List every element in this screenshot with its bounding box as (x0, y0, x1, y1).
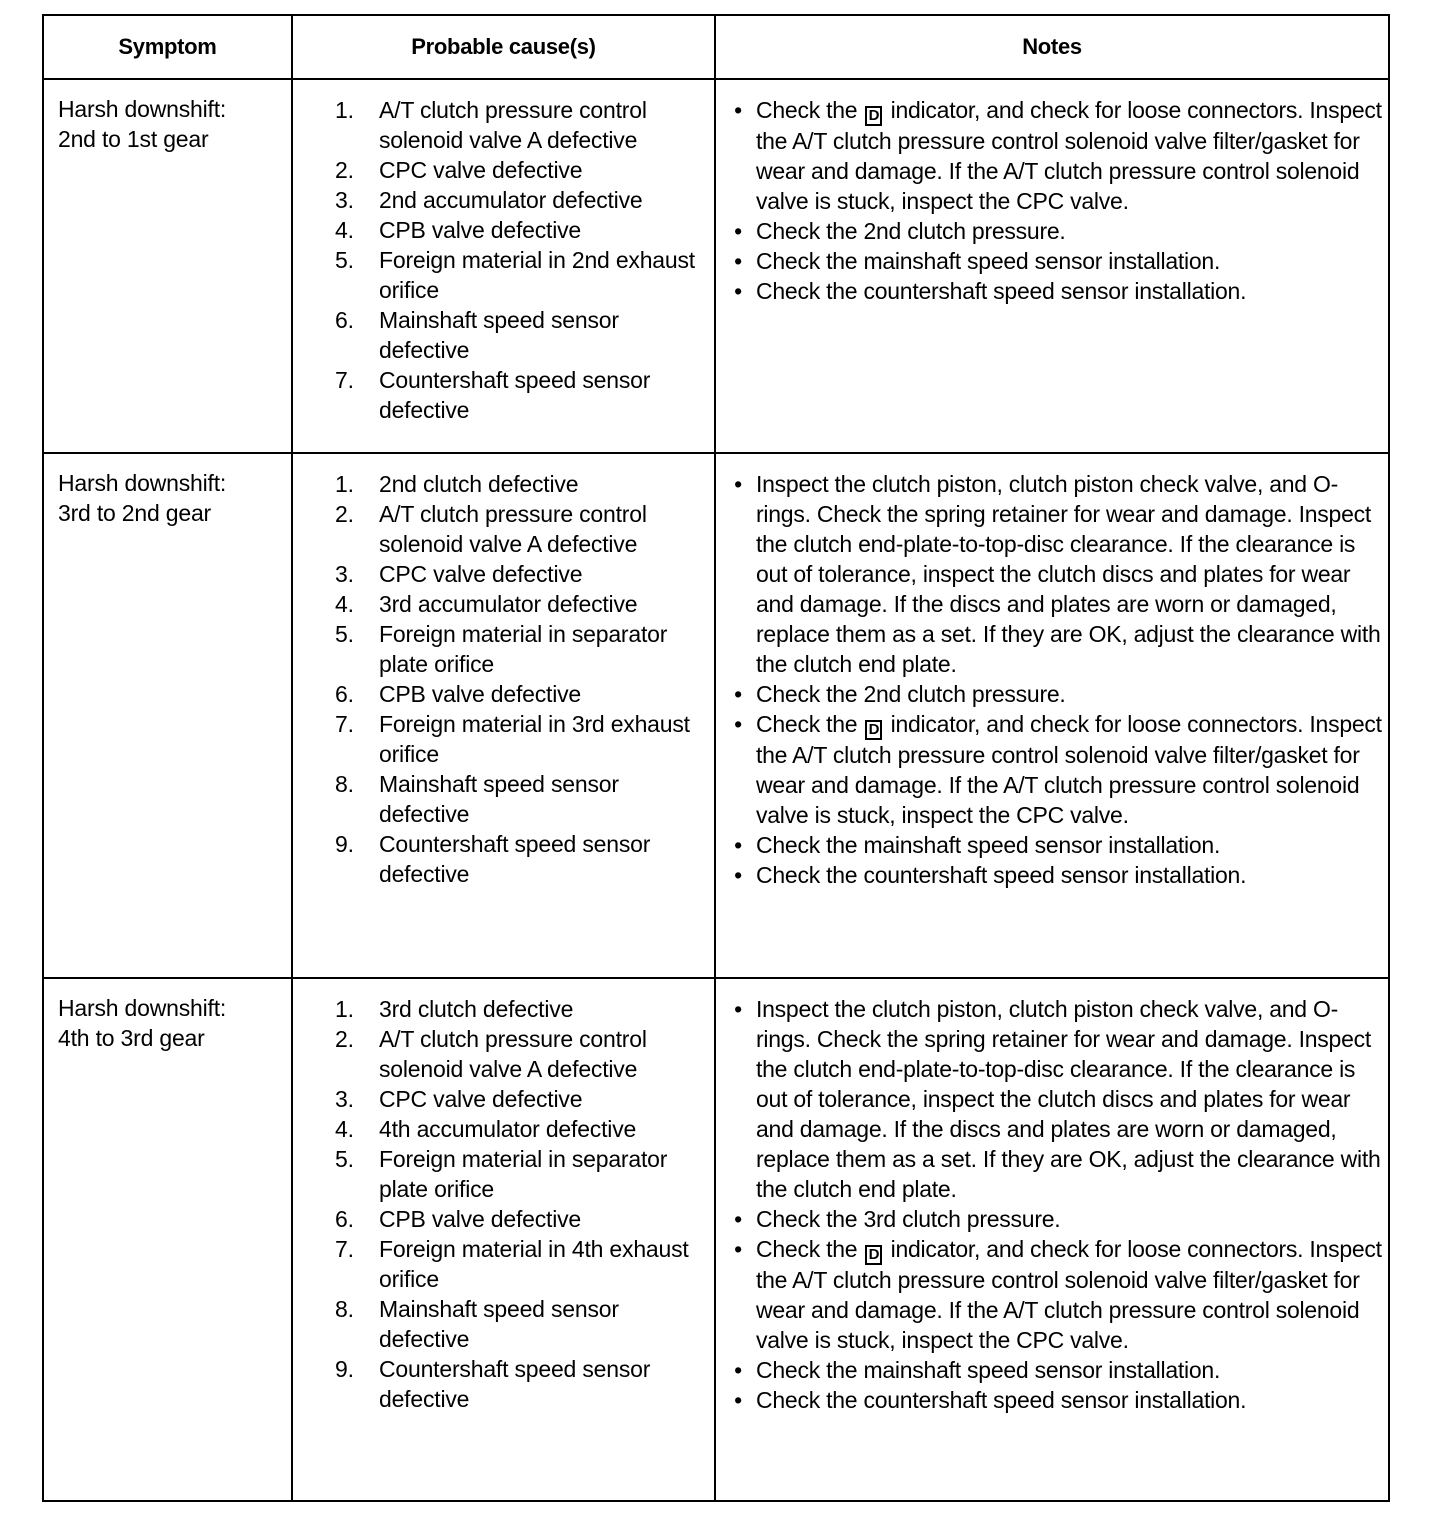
cause-item (293, 215, 714, 245)
note-text: Inspect the clutch piston, clutch piston check valve, and O-rings. Check the spring retainer for wear and damage. Inspect the clutch end-plate-to-top-disc clearance. If the clearance is out of tolerance, inspect the clutch discs and plates for wear and damage. If the discs and plates are worn or damaged, replace them as a set. If they are OK, adjust the clearance with the clutch end plate. (756, 996, 1381, 1202)
note-text: Inspect the clutch piston, clutch piston check valve, and O-rings. Check the spring retainer for wear and damage. Inspect the clutch end-plate-to-top-disc clearance. If the clearance is out of tolerance, inspect the clutch discs and plates for wear and damage. If the discs and plates are worn or damaged, replace them as a set. If they are OK, adjust the clearance with the clutch end plate. (756, 471, 1381, 677)
cause-item (293, 305, 714, 365)
bullet-icon: • (734, 248, 742, 274)
cause-number: 4. (335, 1116, 354, 1142)
header-symptom: Symptom (43, 15, 292, 79)
notes-cell (715, 79, 1389, 453)
cause-number: 6. (335, 307, 354, 333)
cause-text: A/T clutch pressure control solenoid valve A defective (379, 97, 647, 153)
symptom-cell (43, 978, 292, 1501)
cause-item (293, 1294, 714, 1354)
cause-number: 8. (335, 1296, 354, 1322)
cause-number: 3. (335, 187, 354, 213)
notes-cell (715, 453, 1389, 978)
note-item (716, 469, 1388, 679)
bullet-icon: • (734, 711, 742, 737)
symptom-line-1: Harsh downshift: (58, 470, 227, 496)
note-text (756, 709, 1388, 830)
note-text-pre: Check the (756, 97, 858, 123)
cause-text: Countershaft speed sensor defective (379, 1356, 651, 1412)
bullet-icon: • (734, 1387, 742, 1413)
cause-text: CPB valve defective (379, 217, 582, 243)
cause-text: CPB valve defective (379, 1206, 582, 1232)
cause-text: 3rd accumulator defective (379, 591, 638, 617)
symptom-cell (43, 453, 292, 978)
cause-text: Mainshaft speed sensor defective (379, 1296, 619, 1352)
causes-list (293, 80, 714, 425)
cause-item (293, 994, 714, 1024)
bullet-icon: • (734, 97, 742, 123)
cause-text: 2nd clutch defective (379, 471, 579, 497)
notes-list (716, 979, 1388, 1415)
notes-list (716, 454, 1388, 890)
cause-item (293, 829, 714, 889)
cause-item (293, 469, 714, 499)
note-item (716, 1355, 1388, 1385)
cause-text: Foreign material in 3rd exhaust orifice (379, 711, 690, 767)
cause-item (293, 1114, 714, 1144)
cause-text: Countershaft speed sensor defective (379, 367, 651, 423)
cause-text: A/T clutch pressure control solenoid valve A defective (379, 501, 647, 557)
note-item (716, 994, 1388, 1204)
cause-text: 2nd accumulator defective (379, 187, 643, 213)
note-item (716, 276, 1388, 306)
note-item (716, 216, 1388, 246)
notes-list (716, 80, 1388, 306)
cause-item (293, 679, 714, 709)
cause-text: A/T clutch pressure control solenoid valve A defective (379, 1026, 647, 1082)
note-item (716, 860, 1388, 890)
bullet-icon: • (734, 278, 742, 304)
cause-number: 7. (335, 711, 354, 737)
cause-item (293, 365, 714, 425)
note-item (716, 95, 1388, 216)
note-text: Check the countershaft speed sensor installation. (756, 1387, 1247, 1413)
cause-number: 2. (335, 1026, 354, 1052)
cause-text: Foreign material in 4th exhaust orifice (379, 1236, 689, 1292)
symptom-line-1: Harsh downshift: (58, 995, 227, 1021)
cause-item (293, 589, 714, 619)
note-text-pre: Check the (756, 1236, 858, 1262)
symptom-line-1: Harsh downshift: (58, 96, 227, 122)
cause-number: 3. (335, 1086, 354, 1112)
header-probable-causes: Probable cause(s) (292, 15, 715, 79)
causes-list (293, 454, 714, 889)
symptom-line-2: 2nd to 1st gear (58, 126, 209, 152)
cause-number: 5. (335, 621, 354, 647)
note-text (756, 95, 1388, 216)
note-item (716, 246, 1388, 276)
header-row (43, 15, 1389, 79)
cause-number: 2. (335, 157, 354, 183)
causes-cell (292, 978, 715, 1501)
cause-item (293, 185, 714, 215)
drive-indicator-icon: D (865, 720, 882, 740)
cause-number: 9. (335, 831, 354, 857)
table-row (43, 978, 1389, 1501)
note-text: Check the countershaft speed sensor installation. (756, 278, 1247, 304)
cause-item (293, 709, 714, 769)
cause-item (293, 769, 714, 829)
cause-item (293, 95, 714, 155)
cause-text: Mainshaft speed sensor defective (379, 307, 619, 363)
cause-number: 4. (335, 591, 354, 617)
note-text: Check the mainshaft speed sensor installation. (756, 248, 1221, 274)
cause-number: 5. (335, 247, 354, 273)
cause-number: 4. (335, 217, 354, 243)
note-text-pre: Check the (756, 711, 858, 737)
cause-number: 7. (335, 367, 354, 393)
note-item (716, 679, 1388, 709)
bullet-icon: • (734, 681, 742, 707)
cause-number: 3. (335, 561, 354, 587)
note-item (716, 709, 1388, 830)
causes-cell (292, 79, 715, 453)
causes-cell (292, 453, 715, 978)
cause-text: Foreign material in separator plate orifice (379, 621, 668, 677)
cause-item (293, 1024, 714, 1084)
bullet-icon: • (734, 1206, 742, 1232)
cause-number: 6. (335, 681, 354, 707)
note-text (756, 1234, 1388, 1355)
cause-text: CPC valve defective (379, 561, 583, 587)
note-item (716, 830, 1388, 860)
note-text: Check the mainshaft speed sensor installation. (756, 1357, 1221, 1383)
bullet-icon: • (734, 1236, 742, 1262)
note-text: Check the mainshaft speed sensor installation. (756, 832, 1221, 858)
bullet-icon: • (734, 862, 742, 888)
table-row (43, 79, 1389, 453)
note-text-post: indicator, and check for loose connectors. Inspect the A/T clutch pressure control solenoid valve filter/gasket for wear and damage. If the A/T clutch pressure control solenoid valve is stuck, inspect the CPC valve. (756, 711, 1382, 828)
note-text-post: indicator, and check for loose connectors. Inspect the A/T clutch pressure control solenoid valve filter/gasket for wear and damage. If the A/T clutch pressure control solenoid valve is stuck, inspect the CPC valve. (756, 97, 1382, 214)
cause-item (293, 499, 714, 559)
cause-number: 5. (335, 1146, 354, 1172)
cause-item (293, 619, 714, 679)
troubleshooting-table (42, 14, 1390, 1502)
cause-text: Foreign material in separator plate orifice (379, 1146, 668, 1202)
cause-text: CPB valve defective (379, 681, 582, 707)
symptom-line-2: 3rd to 2nd gear (58, 500, 212, 526)
bullet-icon: • (734, 996, 742, 1022)
note-text: Check the countershaft speed sensor installation. (756, 862, 1247, 888)
cause-text: 3rd clutch defective (379, 996, 574, 1022)
cause-number: 8. (335, 771, 354, 797)
cause-number: 6. (335, 1206, 354, 1232)
cause-item (293, 559, 714, 589)
cause-number: 7. (335, 1236, 354, 1262)
cause-item (293, 1234, 714, 1294)
causes-list (293, 979, 714, 1414)
cause-number: 1. (335, 996, 354, 1022)
cause-text: CPC valve defective (379, 157, 583, 183)
drive-indicator-icon: D (865, 106, 882, 126)
bullet-icon: • (734, 1357, 742, 1383)
cause-item (293, 245, 714, 305)
note-text: Check the 2nd clutch pressure. (756, 681, 1066, 707)
bullet-icon: • (734, 218, 742, 244)
cause-number: 9. (335, 1356, 354, 1382)
cause-text: Mainshaft speed sensor defective (379, 771, 619, 827)
cause-number: 2. (335, 501, 354, 527)
table-row (43, 453, 1389, 978)
cause-item (293, 155, 714, 185)
cause-text: 4th accumulator defective (379, 1116, 637, 1142)
bullet-icon: • (734, 832, 742, 858)
drive-indicator-icon: D (865, 1245, 882, 1265)
cause-number: 1. (335, 97, 354, 123)
note-text-post: indicator, and check for loose connectors. Inspect the A/T clutch pressure control solenoid valve filter/gasket for wear and damage. If the A/T clutch pressure control solenoid valve is stuck, inspect the CPC valve. (756, 1236, 1382, 1353)
note-text: Check the 2nd clutch pressure. (756, 218, 1066, 244)
cause-item (293, 1354, 714, 1414)
symptom-cell (43, 79, 292, 453)
cause-item (293, 1204, 714, 1234)
notes-cell (715, 978, 1389, 1501)
cause-number: 1. (335, 471, 354, 497)
cause-text: CPC valve defective (379, 1086, 583, 1112)
cause-text: Countershaft speed sensor defective (379, 831, 651, 887)
symptom-line-2: 4th to 3rd gear (58, 1025, 205, 1051)
note-item (716, 1204, 1388, 1234)
cause-item (293, 1084, 714, 1114)
bullet-icon: • (734, 471, 742, 497)
cause-item (293, 1144, 714, 1204)
cause-text: Foreign material in 2nd exhaust orifice (379, 247, 695, 303)
header-notes: Notes (715, 15, 1389, 79)
note-item (716, 1234, 1388, 1355)
note-text: Check the 3rd clutch pressure. (756, 1206, 1061, 1232)
note-item (716, 1385, 1388, 1415)
